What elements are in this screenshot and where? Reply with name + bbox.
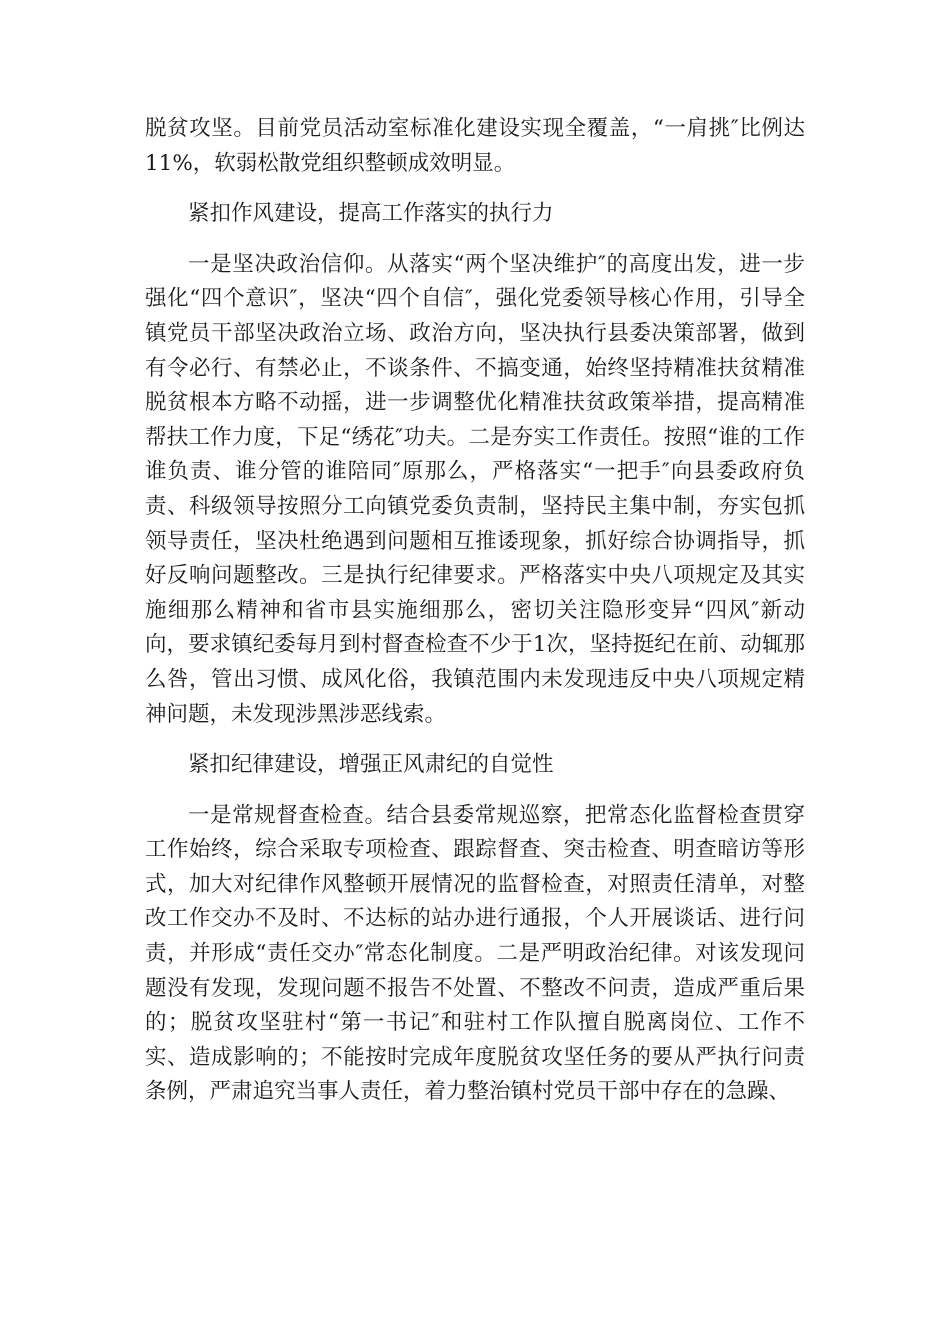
paragraph-discipline: 一是常规督查检查。结合县委常规巡察，把常态化监督检查贯穿工作始终，综合采取专项检查、跟踪督查、突击检查、明查暗访等形式，加大对纪律作风整顿开展情况的监督检查，对照责任清单，对整改工作交办不及时、不达标的站办进行通报，个人开展谈话、进行问责，并形成“责任交办″常态化制度。二是严明政治纪律。对该发现问题没有发现，发现问题不报告不处置、不整改不问责，造成严重后果的；脱贫攻坚驻村“第一书记″和驻村工作队擅自脱离岗位、工作不实、造成影响的；不能按时完成年度脱贫攻坚任务的要从严执行问责条例，严肃追究当事人责任，着力整治镇村党员干部中存在的急躁、 — [145, 802, 805, 1105]
paragraph-work-style: 一是坚决政治信仰。从落实“两个坚决维护″的高度出发，进一步强化“四个意识″，坚决“四个自信″，强化党委领导核心作用，引导全镇党员干部坚决政治立场、政治方向，坚决执行县委决策部署，做到有令必行、有禁必止，不谈条件、不搞变通，始终坚持精准扶贫精准脱贫根本方略不动摇，进一步调整优化精准扶贫政策举措，提高精准帮扶工作力度，下足“绣花″功夫。二是夯实工作责任。按照“谁的工作谁负责、谁分管的谁陪同″原那么，严格落实“一把手″向县委政府负责、科级领导按照分工向镇党委负责制，坚持民主集中制，夯实包抓领导责任，坚决杜绝遇到问题相互推诿现象，抓好综合协调指导，抓好反响问题整改。三是执行纪律要求。严格落实中央八项规定及其实施细那么精神和省市县实施细那么，密切关注隐形变异“四风″新动向，要求镇纪委每月到村督查检查不少于1次，坚持挺纪在前、动辄那么咎，管出习惯、成风化俗，我镇范围内未发现违反中央八项规定精神问题，未发现涉黑涉恶线索。 — [145, 251, 805, 727]
document-body — [145, 112, 805, 1110]
section-heading-work-style: 紧扣作风建设，提高工作落实的执行力 — [188, 201, 554, 227]
section-heading-discipline: 紧扣纪律建设，增强正风肃纪的自觉性 — [188, 752, 554, 778]
paragraph-continuation: 脱贫攻坚。目前党员活动室标准化建设实现全覆盖，“一肩挑″比例达11%，软弱松散党组织整顿成效明显。 — [145, 116, 805, 176]
